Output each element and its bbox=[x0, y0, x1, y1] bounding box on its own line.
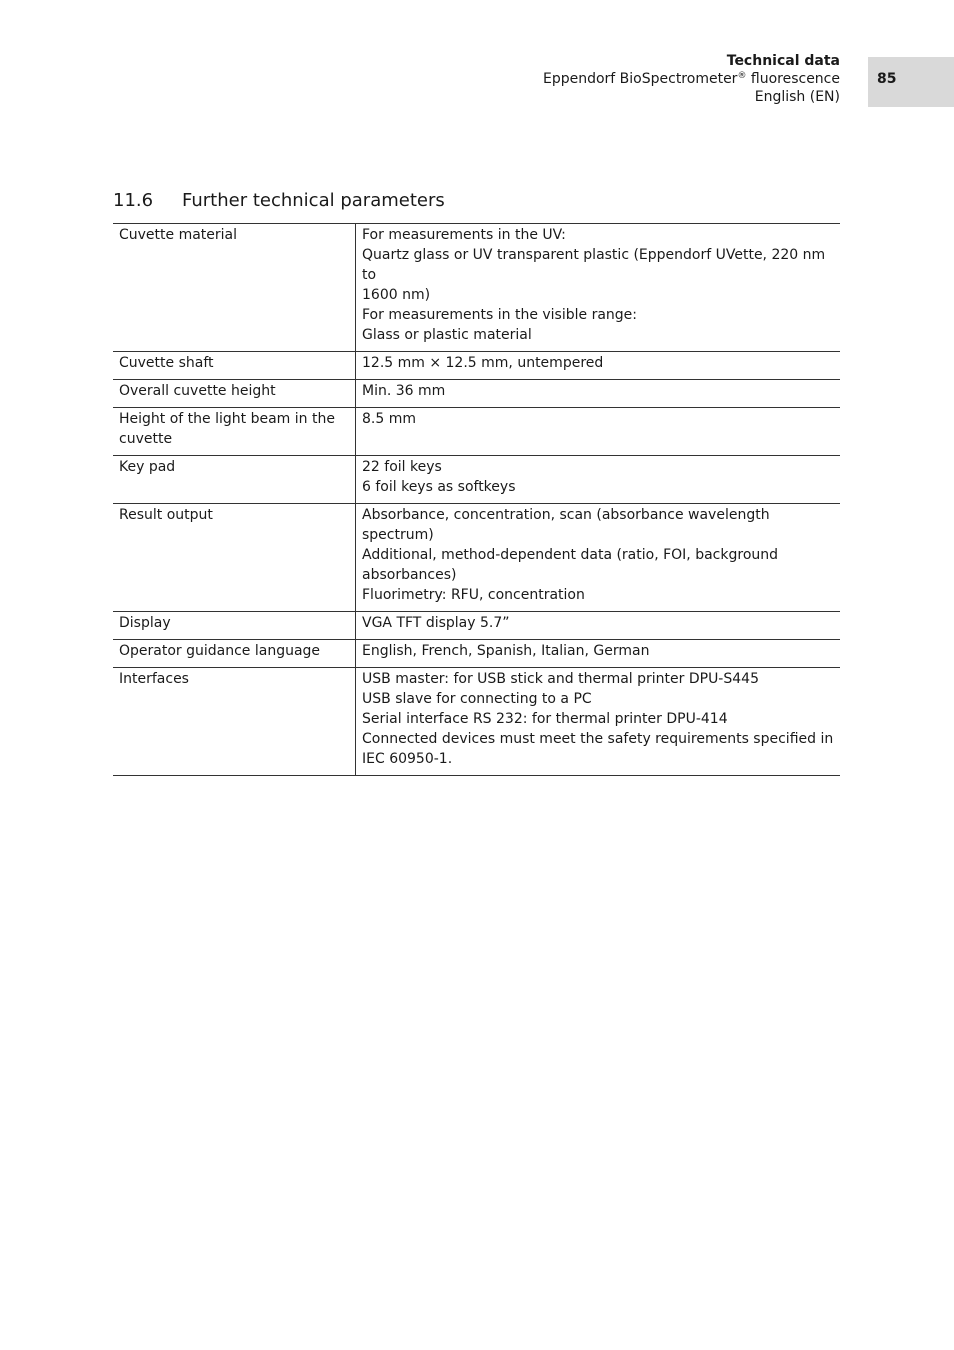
parameter-name-line: Cuvette material bbox=[119, 227, 238, 243]
parameter-name-line: Key pad bbox=[119, 459, 176, 475]
parameter-value-line: Absorbance, concentration, scan (absorbance wavelength spectrum) bbox=[362, 507, 770, 543]
table-row bbox=[113, 640, 840, 668]
parameter-value-line: 6 foil keys as softkeys bbox=[362, 479, 516, 495]
parameter-value bbox=[356, 380, 841, 408]
parameter-value-line: 12.5 mm × 12.5 mm, untempered bbox=[362, 355, 604, 371]
page-number: 85 bbox=[877, 71, 897, 87]
section-title: Further technical parameters bbox=[182, 190, 445, 211]
header-language: English (EN) bbox=[754, 89, 840, 105]
parameter-name-line: Cuvette shaft bbox=[119, 355, 214, 371]
parameter-name bbox=[113, 640, 356, 668]
parameter-name bbox=[113, 224, 356, 352]
parameter-name bbox=[113, 380, 356, 408]
parameter-value bbox=[356, 668, 841, 776]
parameter-value-line: For measurements in the visible range: bbox=[362, 307, 638, 323]
parameter-value bbox=[356, 504, 841, 612]
parameter-value-line: English, French, Spanish, Italian, German bbox=[362, 643, 650, 659]
parameter-name bbox=[113, 612, 356, 640]
parameter-name-line: Display bbox=[119, 615, 171, 631]
parameter-value bbox=[356, 456, 841, 504]
table-row bbox=[113, 456, 840, 504]
table-row bbox=[113, 504, 840, 612]
technical-parameters-table bbox=[113, 223, 840, 776]
parameter-value bbox=[356, 352, 841, 380]
parameter-name bbox=[113, 408, 356, 456]
parameter-name bbox=[113, 668, 356, 776]
header-chapter-title: Technical data bbox=[726, 53, 840, 69]
table-row bbox=[113, 380, 840, 408]
parameter-value-line: USB master: for USB stick and thermal printer DPU-S445 bbox=[362, 671, 759, 687]
section-heading bbox=[113, 189, 445, 213]
parameter-value-line: absorbances) bbox=[362, 567, 457, 583]
parameter-name bbox=[113, 456, 356, 504]
parameter-name-line: cuvette bbox=[119, 431, 173, 447]
parameter-value-line: Additional, method-dependent data (ratio, FOI, background bbox=[362, 547, 779, 563]
parameter-name-line: Overall cuvette height bbox=[119, 383, 276, 399]
header-product-text: Eppendorf BioSpectrometer bbox=[542, 71, 738, 87]
section-number: 11.6 bbox=[113, 190, 154, 211]
parameter-value-line: USB slave for connecting to a PC bbox=[362, 691, 592, 707]
parameter-value-line: Min. 36 mm bbox=[362, 383, 446, 399]
table-row bbox=[113, 612, 840, 640]
parameter-value-line: 22 foil keys bbox=[362, 459, 442, 475]
parameter-value-line: Glass or plastic material bbox=[362, 327, 532, 343]
parameter-name-line: Height of the light beam in the bbox=[119, 411, 335, 427]
parameter-value-line: VGA TFT display 5.7” bbox=[362, 615, 510, 631]
header-product-name bbox=[543, 70, 840, 88]
table-row bbox=[113, 224, 840, 352]
header-product-suffix: fluorescence bbox=[746, 71, 840, 87]
parameter-name bbox=[113, 504, 356, 612]
parameter-value bbox=[356, 408, 841, 456]
parameter-value-line: Fluorimetry: RFU, concentration bbox=[362, 587, 585, 603]
parameter-name bbox=[113, 352, 356, 380]
parameter-value-line: 8.5 mm bbox=[362, 411, 416, 427]
parameter-name-line: Interfaces bbox=[119, 671, 189, 687]
parameter-value-line: Quartz glass or UV transparent plastic (Eppendorf UVette, 220 nm to bbox=[362, 247, 826, 283]
parameter-value-line: Serial interface RS 232: for thermal printer DPU-414 bbox=[362, 711, 728, 727]
parameter-value-line: 1600 nm) bbox=[362, 287, 431, 303]
parameter-name-line: Result output bbox=[119, 507, 213, 523]
parameter-value-line: IEC 60950-1. bbox=[362, 751, 453, 767]
page-number-tab bbox=[868, 57, 954, 107]
parameter-value-line: For measurements in the UV: bbox=[362, 227, 566, 243]
parameter-value bbox=[356, 612, 841, 640]
parameter-name-line: Operator guidance language bbox=[119, 643, 321, 659]
parameter-value bbox=[356, 224, 841, 352]
running-header bbox=[543, 52, 840, 106]
table-row bbox=[113, 408, 840, 456]
registered-mark: ® bbox=[737, 71, 747, 81]
parameter-value bbox=[356, 640, 841, 668]
parameter-value-line: Connected devices must meet the safety requirements specified in bbox=[362, 731, 834, 747]
table-row bbox=[113, 352, 840, 380]
table-row bbox=[113, 668, 840, 776]
